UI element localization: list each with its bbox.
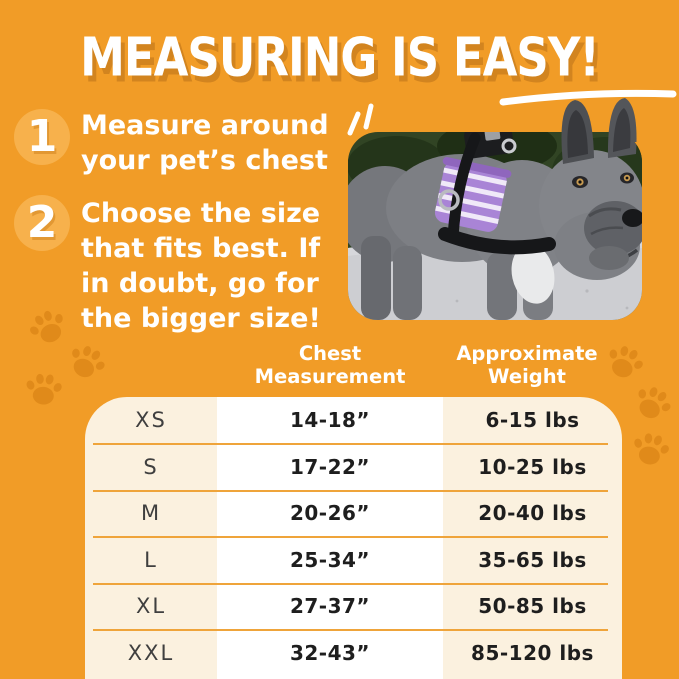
chest-cell: 32-43” [289, 640, 371, 665]
swoosh-underline [503, 93, 673, 102]
chest-cell: 14-18” [289, 408, 371, 433]
dog-photo [337, 86, 679, 330]
paw-print-icon [59, 334, 116, 391]
step-2-badge [14, 195, 70, 251]
chest-cell: 20-26” [289, 501, 371, 526]
table-row-xxl [85, 630, 622, 677]
row-divider [93, 629, 608, 631]
paw-print-icon [626, 424, 677, 475]
emphasis-mark-icon [350, 114, 358, 133]
row-divider [93, 443, 608, 445]
chest-cell: 17-22” [289, 454, 371, 479]
size-cell: XL [135, 594, 167, 619]
weight-cell: 35-65 lbs [478, 547, 587, 572]
step-2-line-1: Choose the size [81, 198, 321, 229]
size-table [85, 397, 622, 679]
size-cell: L [144, 547, 158, 572]
table-row-xl [85, 583, 622, 630]
size-cell: S [143, 454, 159, 479]
step-2-text [81, 196, 321, 336]
emphasis-mark-icon [366, 106, 371, 127]
size-cell: XS [135, 408, 167, 433]
step-1-line-1: Measure around [81, 110, 329, 141]
step-1-badge [14, 109, 70, 165]
row-divider [93, 490, 608, 492]
weight-cell: 50-85 lbs [478, 594, 587, 619]
table-row-l [85, 537, 622, 584]
weight-cell: 85-120 lbs [471, 640, 594, 665]
row-divider [93, 536, 608, 538]
step-1-text [81, 108, 329, 178]
paw-print-icon [21, 366, 67, 412]
row-divider [93, 583, 608, 585]
chest-cell: 25-34” [289, 547, 371, 572]
weight-cell: 6-15 lbs [485, 408, 580, 433]
size-cell: XXL [127, 640, 175, 665]
page-title: MEASURING IS EASY! [80, 26, 599, 89]
table-row-xs [85, 397, 622, 444]
step-2-number: 2 [26, 197, 58, 248]
step-2-line-3: in doubt, go for [81, 268, 319, 299]
step-2-line-4: the bigger size! [81, 303, 321, 334]
step-1-number: 1 [26, 111, 58, 162]
paw-print-icon [20, 299, 76, 355]
table-row-s [85, 444, 622, 491]
weight-cell: 20-40 lbs [478, 501, 587, 526]
weight-cell: 10-25 lbs [478, 454, 587, 479]
step-2-line-2: that fits best. If [81, 233, 321, 264]
step-1-line-2: your pet’s chest [81, 145, 328, 176]
table-row-m [85, 490, 622, 537]
chest-cell: 27-37” [289, 594, 371, 619]
chest-measurement-header: Chest Measurement [254, 342, 406, 388]
size-cell: M [140, 501, 162, 526]
approximate-weight-header: Approximate Weight [456, 342, 598, 388]
